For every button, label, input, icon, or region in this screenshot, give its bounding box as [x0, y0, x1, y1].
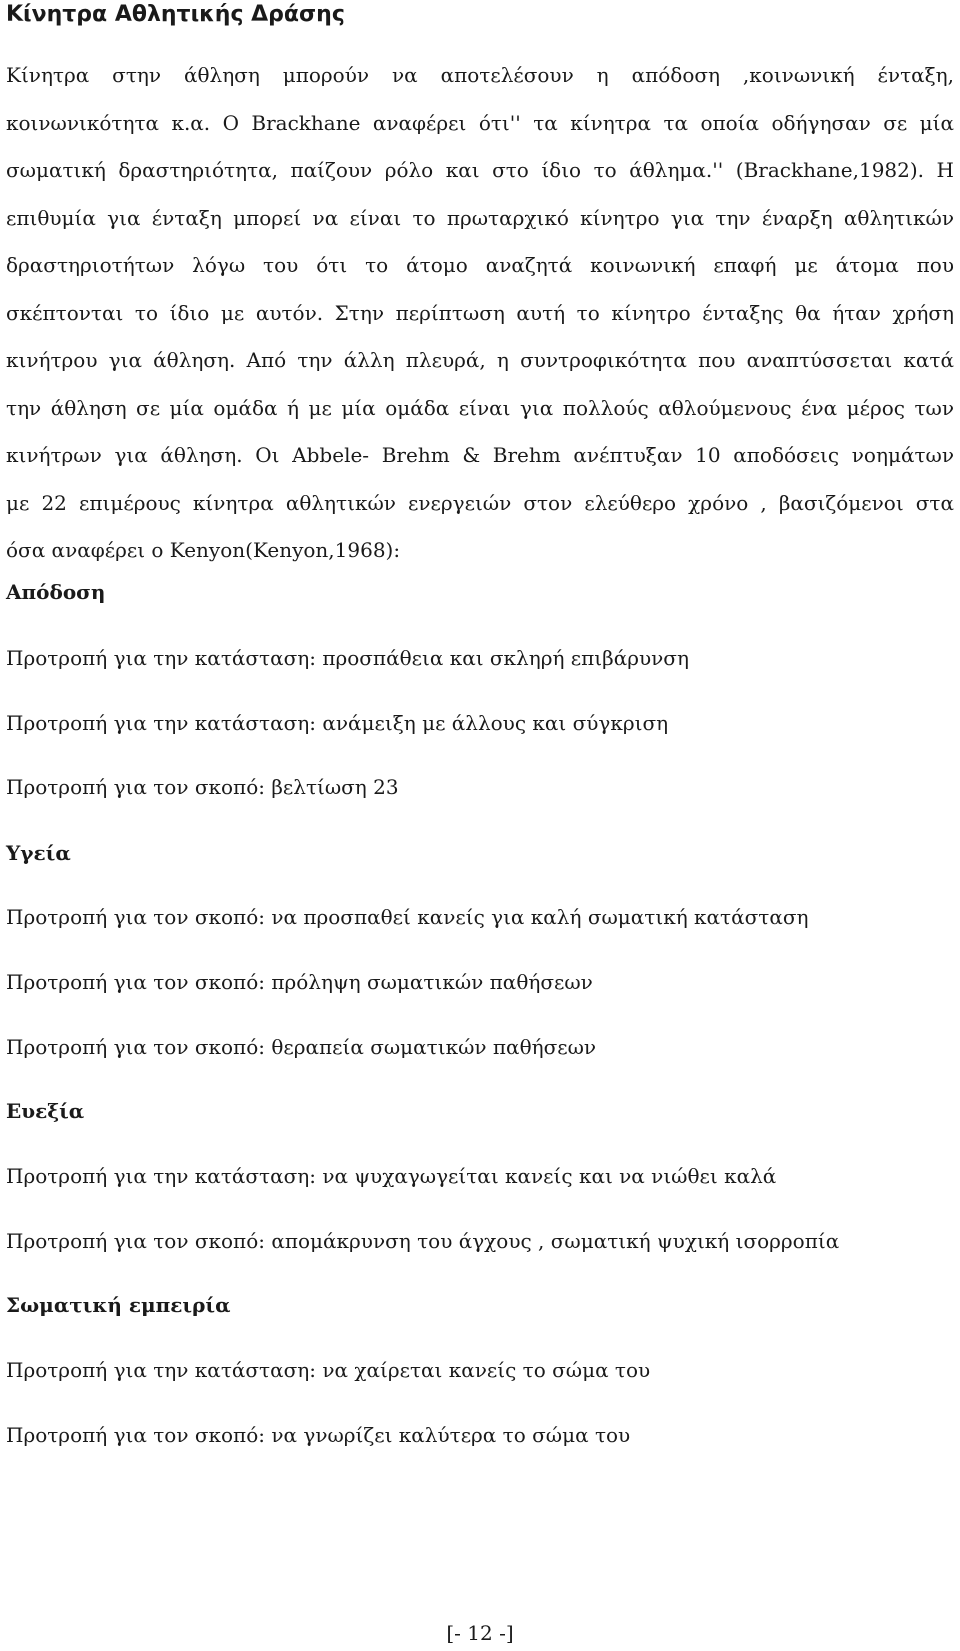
paragraph-line: με 22 επιμέρους κίνητρα αθλητικών ενεργειών στον ελεύθερο χρόνο , βασιζόμενοι στα	[6, 490, 954, 515]
section-heading-eveksia: Ευεξία	[6, 1099, 85, 1123]
list-item: Προτροπή για την κατάσταση: προσπάθεια και σκληρή επιβάρυνση	[6, 646, 689, 670]
intro-paragraph	[6, 52, 954, 575]
list-item: Προτροπή για τον σκοπό: πρόληψη σωματικών παθήσεων	[6, 970, 593, 994]
section-heading-ygeia: Υγεία	[6, 841, 71, 865]
list-item: Προτροπή για την κατάσταση: να ψυχαγωγείται κανείς και να νιώθει καλά	[6, 1164, 777, 1188]
paragraph-line: Κίνητρα στην άθληση μπορούν να αποτελέσουν η απόδοση ,κοινωνική ένταξη,	[6, 63, 954, 87]
paragraph-line: επιθυμία για ένταξη μπορεί να είναι το πρωταρχικό κίνητρο για την έναρξη αθλητικών	[6, 205, 954, 230]
list-item: Προτροπή για τον σκοπό: να γνωρίζει καλύτερα το σώμα του	[6, 1423, 631, 1447]
section-heading-somatiki-empeiria: Σωματική εμπειρία	[6, 1293, 231, 1317]
list-item: Προτροπή για τον σκοπό: θεραπεία σωματικών παθήσεων	[6, 1035, 597, 1059]
list-item: Προτροπή για την κατάσταση: να χαίρεται κανείς το σώμα του	[6, 1358, 651, 1382]
list-item: Προτροπή για τον σκοπό: απομάκρυνση του άγχους , σωματική ψυχική ισορροπία	[6, 1229, 840, 1253]
paragraph-line: δραστηριοτήτων λόγω του ότι το άτομο αναζητά κοινωνική επαφή με άτομα που	[6, 253, 954, 277]
page-title: Κίνητρα Αθλητικής Δράσης	[6, 2, 345, 27]
list-item: Προτροπή για τον σκοπό: να προσπαθεί κανείς για καλή σωματική κατάσταση	[6, 905, 809, 929]
paragraph-line: κινήτρων για άθληση. Οι Abbele- Brehm & Brehm ανέπτυξαν 10 αποδόσεις νοημάτων	[6, 443, 954, 467]
paragraph-line: κοινωνικότητα κ.α. Ο Brackhane αναφέρει ότι'' τα κίνητρα τα οποία οδήγησαν σε μία	[6, 110, 954, 135]
section-heading-apodosi: Απόδοση	[6, 580, 106, 604]
page-number: [- 12 -]	[446, 1621, 514, 1645]
paragraph-line: σκέπτονται το ίδιο με αυτόν. Στην περίπτωση αυτή το κίνητρο ένταξης θα ήταν χρήση	[6, 300, 954, 325]
paragraph-line: σωματική δραστηριότητα, παίζουν ρόλο και στο ίδιο το άθλημα.'' (Brackhane,1982). Η	[6, 158, 954, 182]
paragraph-line: κινήτρου για άθληση. Από την άλλη πλευρά, η συντροφικότητα που αναπτύσσεται κατά	[6, 348, 954, 372]
paragraph-line: όσα αναφέρει ο Kenyon(Kenyon,1968):	[6, 538, 401, 562]
list-item: Προτροπή για τον σκοπό: βελτίωση 23	[6, 775, 399, 799]
list-item: Προτροπή για την κατάσταση: ανάμειξη με άλλους και σύγκριση	[6, 711, 669, 735]
paragraph-line: την άθληση σε μία ομάδα ή με μία ομάδα είναι για πολλούς αθλούμενους ένα μέρος των	[6, 395, 954, 420]
